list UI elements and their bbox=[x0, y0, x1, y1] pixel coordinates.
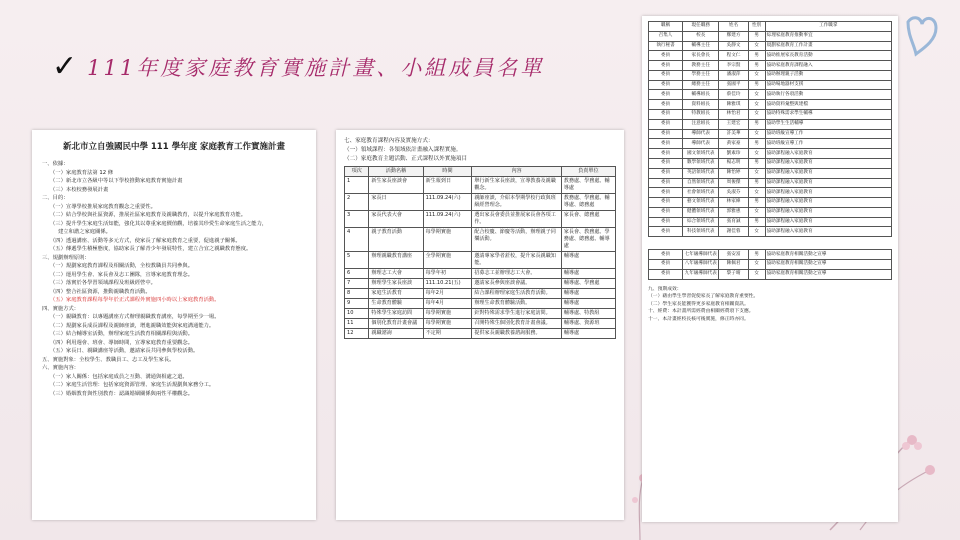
table-cell: 程文仁 bbox=[719, 51, 748, 61]
table-header-cell: 時間 bbox=[423, 167, 472, 177]
table-cell: 女 bbox=[748, 207, 765, 217]
table-cell: 黎子晴 bbox=[719, 269, 748, 279]
table-cell: 新生家長座談會 bbox=[369, 177, 423, 194]
table-row bbox=[649, 110, 892, 120]
table-cell: 男 bbox=[748, 61, 765, 71]
table-cell: 輔導處 bbox=[561, 269, 615, 279]
table-header-cell: 現任職務 bbox=[683, 22, 719, 32]
table-cell: 郭雅惠 bbox=[719, 207, 748, 217]
table-cell: 協助課程融入家庭教育 bbox=[765, 198, 891, 208]
table-cell: 結合課程辦理家庭生活教育活動。 bbox=[472, 289, 561, 299]
table-row bbox=[649, 51, 892, 61]
table-cell: 111.10.21(五) bbox=[423, 279, 472, 289]
heart-outline-icon bbox=[902, 14, 942, 58]
plan-line: 六、實施內容： bbox=[42, 365, 80, 371]
table-cell: 執行秘書 bbox=[649, 41, 683, 51]
table-cell: 辦理親職教育講座 bbox=[369, 252, 423, 269]
table-cell: 協助課程融入家庭教育 bbox=[765, 168, 891, 178]
plan-line: （二）規劃家長成長課程及親師座談，增進親職效能與家庭溝通能力。 bbox=[50, 322, 215, 329]
table-cell: 協助特殊需求學生輔導 bbox=[765, 110, 891, 120]
table-cell: 協助班級宣導工作 bbox=[765, 139, 891, 149]
table-cell: 全學期實施 bbox=[423, 252, 472, 269]
table-cell: 男 bbox=[748, 178, 765, 188]
table-row bbox=[345, 194, 616, 211]
table-cell: 七年級導師代表 bbox=[683, 250, 719, 260]
table-cell: 社會領域代表 bbox=[683, 188, 719, 198]
table-cell: 女 bbox=[748, 90, 765, 100]
schedule-subheading: （一）領域課程：各領域依計畫融入課程實施。 bbox=[344, 147, 462, 153]
table-row bbox=[649, 188, 892, 198]
table-cell: 吳靜文 bbox=[719, 41, 748, 51]
table-cell: 協助家庭教育相關活動之宣導 bbox=[765, 269, 891, 279]
table-cell: 導師代表 bbox=[683, 139, 719, 149]
table-row bbox=[649, 217, 892, 227]
table-row bbox=[649, 70, 892, 80]
table-cell: 女 bbox=[748, 110, 765, 120]
plan-line: （四）透過講座、活動等多元方式，使家長了解家庭教育之重要，促進親子關係。 bbox=[50, 237, 241, 244]
plan-line: （四）利用週會、班會、導師時間，宣導家庭教育重要觀念。 bbox=[50, 339, 194, 346]
table-cell: 林怡君 bbox=[719, 110, 748, 120]
table-cell: 不定期 bbox=[423, 329, 472, 339]
table-row bbox=[345, 329, 616, 339]
table-header-cell: 項次 bbox=[345, 167, 369, 177]
table-cell: 陳佩君 bbox=[719, 259, 748, 269]
table-cell: 家長代表大會 bbox=[369, 211, 423, 228]
table-cell: 男 bbox=[748, 80, 765, 90]
table-cell: 注意組長 bbox=[683, 119, 719, 129]
table-cell: 協助課程融入家庭教育 bbox=[765, 217, 891, 227]
table-header-cell: 內容 bbox=[472, 167, 561, 177]
table-cell: 導師代表 bbox=[683, 129, 719, 139]
table-cell: 5 bbox=[345, 252, 369, 269]
note-line: 十一、本計畫經校長核可後實施，修正時亦同。 bbox=[648, 316, 749, 322]
table-cell: 新生報到日 bbox=[423, 177, 472, 194]
table-cell: 委員 bbox=[649, 217, 683, 227]
table-cell: 女 bbox=[748, 227, 765, 237]
table-cell: 科技領域代表 bbox=[683, 227, 719, 237]
plan-line: （三）結合輔導室活動，辦理家庭生活教育相關課程與活動。 bbox=[50, 331, 194, 337]
table-cell: 每學期實施 bbox=[423, 319, 472, 329]
plan-line: （三）本校校務發展計畫 bbox=[50, 186, 109, 193]
table-cell: 111.09.24(六) bbox=[423, 194, 472, 211]
table-cell: 召集人 bbox=[649, 31, 683, 41]
table-cell: 王建宏 bbox=[719, 119, 748, 129]
table-cell: 招募志工並辦理志工大會。 bbox=[472, 269, 561, 279]
table-cell: 辦理志工大會 bbox=[369, 269, 423, 279]
table-row bbox=[649, 259, 892, 269]
table-cell: 男 bbox=[748, 31, 765, 41]
table-cell: 辦理生命教育體驗活動。 bbox=[472, 299, 561, 309]
table-cell: 特殊學生家庭訪問 bbox=[369, 309, 423, 319]
table-row bbox=[649, 61, 892, 71]
table-cell: 個別化教育計畫會議 bbox=[369, 319, 423, 329]
table-cell: 辦理學生家長座談 bbox=[369, 279, 423, 289]
table-header-cell: 工作職掌 bbox=[765, 22, 891, 32]
table-cell: 吳淑芬 bbox=[719, 188, 748, 198]
plan-document-title: 新北市立自強國民中學 111 學年度 家庭教育工作實施計畫 bbox=[62, 142, 286, 152]
table-cell: 九年級導師代表 bbox=[683, 269, 719, 279]
table-cell: 針對特殊需求學生進行家庭訪問。 bbox=[472, 309, 561, 319]
table-cell: 鄭建方 bbox=[719, 31, 748, 41]
table-cell: 親子教育活動 bbox=[369, 228, 423, 252]
table-cell: 張育誠 bbox=[719, 217, 748, 227]
table-row bbox=[345, 177, 616, 194]
members-table bbox=[648, 21, 892, 237]
plan-document bbox=[32, 130, 316, 520]
table-cell: 楊志明 bbox=[719, 158, 748, 168]
members-notes bbox=[648, 286, 892, 324]
table-row bbox=[649, 198, 892, 208]
table-cell: 4 bbox=[345, 228, 369, 252]
table-cell: 林家緯 bbox=[719, 198, 748, 208]
plan-line: （四）整合社區資源，推動親職教育活動。 bbox=[50, 288, 151, 295]
table-cell: 協助課程融入家庭教育 bbox=[765, 149, 891, 159]
table-row bbox=[649, 250, 892, 260]
table-row bbox=[345, 252, 616, 269]
table-cell: 女 bbox=[748, 41, 765, 51]
table-cell: 委員 bbox=[649, 259, 683, 269]
table-cell: 八年級導師代表 bbox=[683, 259, 719, 269]
table-row bbox=[649, 119, 892, 129]
table-header-cell: 職稱 bbox=[649, 22, 683, 32]
plan-line: （二）家庭生活管理：包括家庭資源管理、家庭生活規劃與家務分工。 bbox=[50, 382, 215, 388]
table-cell: 委員 bbox=[649, 61, 683, 71]
grade-representatives-table bbox=[648, 249, 892, 279]
table-cell: 協助家庭教育課程融入 bbox=[765, 61, 891, 71]
table-cell: 委員 bbox=[649, 129, 683, 139]
plan-document-body bbox=[42, 160, 306, 398]
table-cell: 委員 bbox=[649, 110, 683, 120]
table-cell: 委員 bbox=[649, 269, 683, 279]
table-cell: 委員 bbox=[649, 100, 683, 110]
table-cell: 劉素珍 bbox=[719, 149, 748, 159]
table-cell: 2 bbox=[345, 194, 369, 211]
table-cell: 委員 bbox=[649, 149, 683, 159]
table-cell: 教務處、學務處、輔導處、總務處 bbox=[561, 194, 615, 211]
table-cell: 委員 bbox=[649, 178, 683, 188]
table-header-cell: 性別 bbox=[748, 22, 765, 32]
table-cell: 舉行新生家長座談，宣導教養及親職觀念。 bbox=[472, 177, 561, 194]
table-row bbox=[345, 269, 616, 279]
plan-line: （二）運用學生會、家長會及志工團隊，宣導家庭教育理念。 bbox=[50, 271, 194, 278]
table-cell: 許美華 bbox=[719, 129, 748, 139]
table-cell: 委員 bbox=[649, 139, 683, 149]
table-cell: 輔導處、特教組 bbox=[561, 309, 615, 319]
table-cell: 國文領域代表 bbox=[683, 149, 719, 159]
plan-line: 四、實施方式： bbox=[42, 305, 80, 312]
table-cell: 3 bbox=[345, 211, 369, 228]
table-cell: 男 bbox=[748, 158, 765, 168]
table-row bbox=[649, 168, 892, 178]
table-cell: 女 bbox=[748, 129, 765, 139]
table-cell: 每學年初 bbox=[423, 269, 472, 279]
table-cell: 藝文領域代表 bbox=[683, 198, 719, 208]
table-cell: 輔導處、資源班 bbox=[561, 319, 615, 329]
table-cell: 邀請專家學者蒞校，提升家長親職知能。 bbox=[472, 252, 561, 269]
table-cell: 委員 bbox=[649, 250, 683, 260]
table-cell: 協助班級宣導工作 bbox=[765, 129, 891, 139]
table-row bbox=[649, 158, 892, 168]
table-header-cell: 姓名 bbox=[719, 22, 748, 32]
table-cell: 黃家豪 bbox=[719, 139, 748, 149]
table-cell: 規劃家庭教育工作計畫 bbox=[765, 41, 891, 51]
plan-line: （五）傳遞學生積極態度，協助家長了解青少年發展特性，建立合宜之親職教育態度。 bbox=[50, 246, 252, 252]
table-cell: 綜理家庭教育推動事宜 bbox=[765, 31, 891, 41]
table-cell: 每年2月 bbox=[423, 289, 472, 299]
table-cell: 委員 bbox=[649, 188, 683, 198]
table-row bbox=[649, 207, 892, 217]
table-cell: 每年4月 bbox=[423, 299, 472, 309]
table-cell: 11 bbox=[345, 319, 369, 329]
plan-line: （一）宣導學校推展家庭教育觀念之重要性。 bbox=[50, 203, 156, 210]
table-row bbox=[649, 149, 892, 159]
table-cell: 家庭生活教育 bbox=[369, 289, 423, 299]
table-cell: 輔導處 bbox=[561, 252, 615, 269]
table-row bbox=[345, 289, 616, 299]
table-cell: 委員 bbox=[649, 227, 683, 237]
table-cell: 選出家長會委員並推展家長會各項工作。 bbox=[472, 211, 561, 228]
schedule-subheading: （二）家庭教育主題活動、正式課程以外實施項目 bbox=[344, 156, 468, 162]
table-cell: 每學期實施 bbox=[423, 228, 472, 252]
plan-line: （五）家長日、親職講座等活動，邀請家長共同參與學校活動。 bbox=[50, 348, 199, 354]
plan-line: （一）家庭教育法第 12 條 bbox=[50, 169, 114, 176]
members-document bbox=[642, 16, 898, 522]
table-cell: 英語領域代表 bbox=[683, 168, 719, 178]
table-cell: 8 bbox=[345, 289, 369, 299]
table-cell: 協助資料彙整與建檔 bbox=[765, 100, 891, 110]
table-cell: 輔導處 bbox=[561, 329, 615, 339]
table-cell: 10 bbox=[345, 309, 369, 319]
table-cell: 女 bbox=[748, 269, 765, 279]
table-cell: 協助家庭教育相關活動之宣導 bbox=[765, 250, 891, 260]
table-cell: 數學領域代表 bbox=[683, 158, 719, 168]
table-cell: 輔導組長 bbox=[683, 90, 719, 100]
table-cell: 召開特殊生個別化教育計畫會議。 bbox=[472, 319, 561, 329]
table-cell: 教務處、學務處、輔導處 bbox=[561, 177, 615, 194]
plan-line: （三）落實於各學習領域課程及班級經營中。 bbox=[50, 280, 156, 286]
table-cell: 12 bbox=[345, 329, 369, 339]
table-row bbox=[649, 31, 892, 41]
table-cell: 周俊傑 bbox=[719, 178, 748, 188]
table-cell: 協助課程融入家庭教育 bbox=[765, 188, 891, 198]
table-cell: 協助推展家長教育活動 bbox=[765, 51, 891, 61]
table-header-cell: 負責單位 bbox=[561, 167, 615, 177]
table-cell: 111.09.24(六) bbox=[423, 211, 472, 228]
table-cell: 謝佳蓉 bbox=[719, 227, 748, 237]
note-line: （一）藉由學生學習促使家長了解家庭教育重要性。 bbox=[648, 294, 759, 300]
table-cell: 委員 bbox=[649, 207, 683, 217]
table-row bbox=[649, 80, 892, 90]
table-cell: 女 bbox=[748, 168, 765, 178]
table-cell: 潘淑萍 bbox=[719, 70, 748, 80]
table-cell: 李宗賢 bbox=[719, 61, 748, 71]
table-cell: 輔導處、學務處 bbox=[561, 279, 615, 289]
table-cell: 委員 bbox=[649, 119, 683, 129]
table-cell: 配合校慶、節慶等活動，辦理親子同樂活動。 bbox=[472, 228, 561, 252]
table-cell: 親師座談，介紹本學期學校行政與班級經營理念。 bbox=[472, 194, 561, 211]
table-cell: 張國平 bbox=[719, 80, 748, 90]
table-cell: 9 bbox=[345, 299, 369, 309]
table-row bbox=[345, 319, 616, 329]
table-cell: 女 bbox=[748, 149, 765, 159]
table-row bbox=[649, 269, 892, 279]
table-cell: 家長會長 bbox=[683, 51, 719, 61]
table-row bbox=[649, 90, 892, 100]
plan-line: （一）規劃家庭教育課程及相關活動，全校教職員共同參與。 bbox=[50, 263, 194, 269]
note-line: 十、經費：本計畫所需經費由相關經費項下支應。 bbox=[648, 309, 754, 315]
slide-title: 111年度家庭教育實施計畫、小組成員名單 bbox=[87, 56, 545, 80]
table-header-cell: 活動名稱 bbox=[369, 167, 423, 177]
plan-line: 三、規劃辦理原則： bbox=[42, 254, 90, 261]
table-cell: 協助學生生活輔導 bbox=[765, 119, 891, 129]
table-cell: 邀請家長參與座談會議。 bbox=[472, 279, 561, 289]
table-cell: 健體領域代表 bbox=[683, 207, 719, 217]
table-cell: 7 bbox=[345, 279, 369, 289]
table-cell: 協助家庭教育相關活動之宣導 bbox=[765, 259, 891, 269]
table-cell: 協助課程融入家庭教育 bbox=[765, 207, 891, 217]
table-cell: 陳雅琪 bbox=[719, 100, 748, 110]
table-row bbox=[649, 41, 892, 51]
check-mark-icon: ✓ bbox=[52, 49, 78, 84]
table-cell: 學務主任 bbox=[683, 70, 719, 80]
table-row bbox=[345, 309, 616, 319]
schedule-table bbox=[344, 166, 616, 339]
table-cell: 6 bbox=[345, 269, 369, 279]
table-cell: 男 bbox=[748, 250, 765, 260]
table-cell: 提供家長親職教養諮詢服務。 bbox=[472, 329, 561, 339]
table-cell: 委員 bbox=[649, 51, 683, 61]
plan-line: （五）家庭教育課程每學年於正式課程外實施四小時以上家庭教育活動。 bbox=[50, 297, 220, 303]
plan-line: 二、目的： bbox=[42, 195, 69, 201]
table-row bbox=[649, 100, 892, 110]
table-cell: 協助執行各項活動 bbox=[765, 90, 891, 100]
table-cell: 教務主任 bbox=[683, 61, 719, 71]
table-cell: 男 bbox=[748, 139, 765, 149]
table-row bbox=[649, 178, 892, 188]
table-cell: 綜合領域代表 bbox=[683, 217, 719, 227]
table-row bbox=[345, 299, 616, 309]
table-cell: 委員 bbox=[649, 80, 683, 90]
table-cell: 張安富 bbox=[719, 250, 748, 260]
plan-line: （二）新北市立各級中等以下學校推動家庭教育實施計畫 bbox=[50, 178, 183, 184]
table-cell: 委員 bbox=[649, 168, 683, 178]
plan-line: 五、實施對象：全校學生、教職員工、志工及學生家長。 bbox=[42, 356, 175, 363]
table-cell: 1 bbox=[345, 177, 369, 194]
table-cell: 每學期實施 bbox=[423, 309, 472, 319]
table-cell: 男 bbox=[748, 198, 765, 208]
table-cell: 委員 bbox=[649, 198, 683, 208]
table-cell: 輔導處 bbox=[561, 299, 615, 309]
table-cell: 委員 bbox=[649, 70, 683, 80]
table-cell: 女 bbox=[748, 188, 765, 198]
table-row bbox=[345, 211, 616, 228]
table-cell: 陳怡婷 bbox=[719, 168, 748, 178]
plan-line: 一、依據： bbox=[42, 161, 69, 167]
plan-line: 建立和諧之家庭關係。 bbox=[58, 229, 111, 235]
note-line: 九、預期成效： bbox=[648, 286, 682, 292]
table-cell: 輔導主任 bbox=[683, 41, 719, 51]
table-cell: 生命教育體驗 bbox=[369, 299, 423, 309]
plan-line: （一）親職教育：以專題講座方式辦理親職教育講座，每學期至少一場。 bbox=[50, 314, 220, 320]
table-row bbox=[649, 139, 892, 149]
plan-line: （三）提升學生家庭生活知能，強化其以尊重家庭價值觀，培養其珍愛生命家庭生活之能力， bbox=[50, 220, 268, 227]
table-cell: 自然領域代表 bbox=[683, 178, 719, 188]
table-cell: 協助場地器材支援 bbox=[765, 80, 891, 90]
table-cell: 協助課程融入家庭教育 bbox=[765, 227, 891, 237]
table-cell: 親職諮詢 bbox=[369, 329, 423, 339]
table-cell: 蔡佳玲 bbox=[719, 90, 748, 100]
table-cell: 家長會、教務處、學務處、總務處、輔導處 bbox=[561, 228, 615, 252]
table-cell: 女 bbox=[748, 100, 765, 110]
table-cell: 校長 bbox=[683, 31, 719, 41]
table-cell: 總務主任 bbox=[683, 80, 719, 90]
table-row bbox=[649, 227, 892, 237]
table-cell: 協助辦理親子活動 bbox=[765, 70, 891, 80]
plan-line: （三）婚姻教育與性別教育：認識婚姻關係與兩性平權觀念。 bbox=[50, 390, 194, 397]
table-row bbox=[649, 129, 892, 139]
table-cell: 家長日 bbox=[369, 194, 423, 211]
schedule-heading: 七、家庭教育課程內容及實施方式： bbox=[344, 138, 434, 144]
table-cell: 協助課程融入家庭教育 bbox=[765, 158, 891, 168]
plan-line: （二）結合學校與社區資源，推展社區家庭教育及親職教育，以提升家庭教育功能。 bbox=[50, 212, 246, 218]
slide-title-row bbox=[52, 49, 545, 84]
schedule-document bbox=[336, 130, 624, 520]
table-cell: 委員 bbox=[649, 90, 683, 100]
table-cell: 特教組長 bbox=[683, 110, 719, 120]
table-cell: 委員 bbox=[649, 158, 683, 168]
table-cell: 資料組長 bbox=[683, 100, 719, 110]
table-row bbox=[345, 279, 616, 289]
note-line: （二）學生家長能獲得更多家庭教育相關資訊。 bbox=[648, 301, 749, 307]
table-cell: 輔導處 bbox=[561, 289, 615, 299]
table-cell: 女 bbox=[748, 259, 765, 269]
table-cell: 女 bbox=[748, 70, 765, 80]
plan-line: （一）家人關係：包括家庭成員之互動、溝通與相處之道。 bbox=[50, 373, 188, 380]
table-row bbox=[345, 228, 616, 252]
table-cell: 協助課程融入家庭教育 bbox=[765, 178, 891, 188]
table-cell: 男 bbox=[748, 119, 765, 129]
table-cell: 家長會、總務處 bbox=[561, 211, 615, 228]
table-cell: 男 bbox=[748, 217, 765, 227]
table-cell: 男 bbox=[748, 51, 765, 61]
